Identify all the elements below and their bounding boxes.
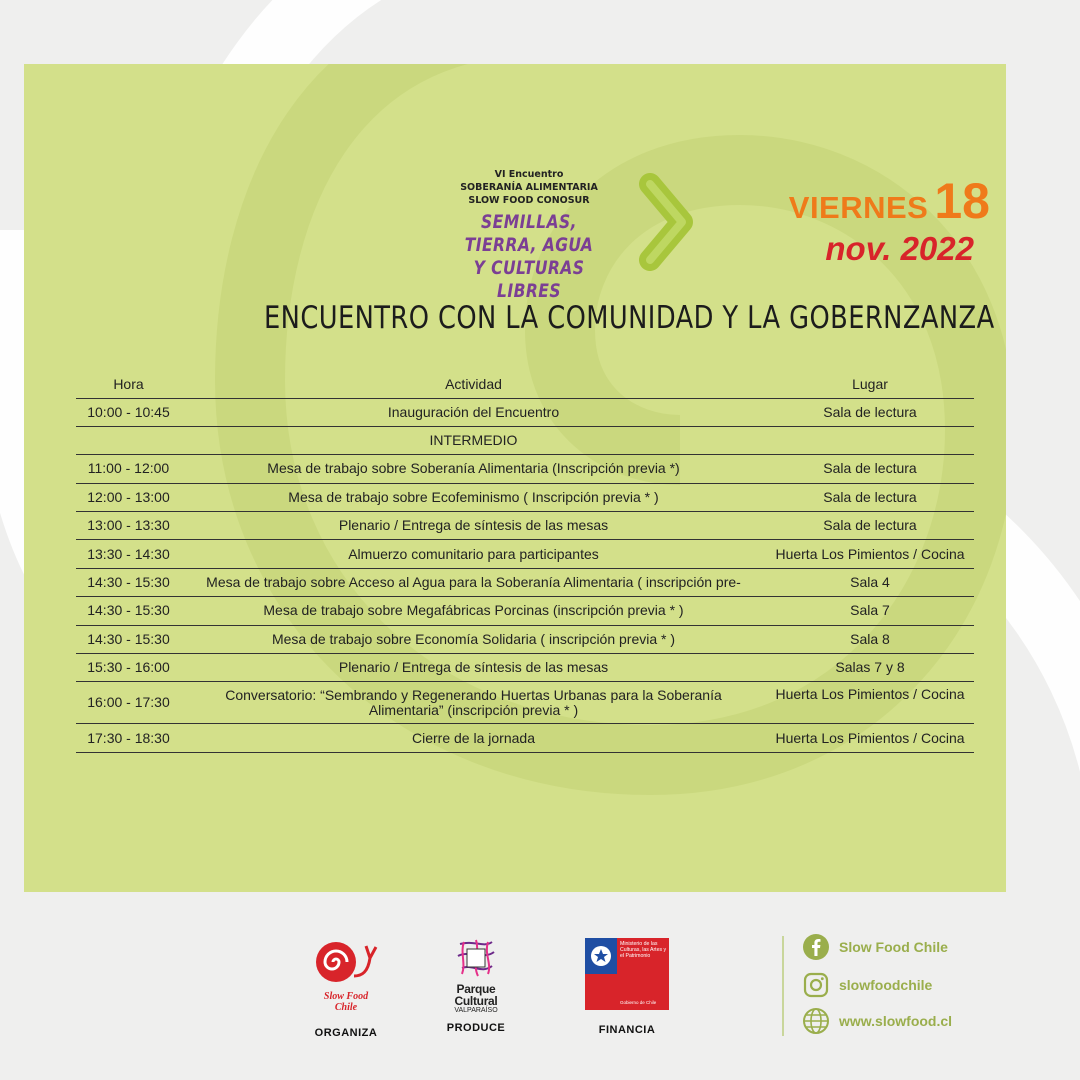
facebook-icon: [802, 933, 830, 961]
row-activity: Conversatorio: “Sembrando y Regenerando Huertas Urbanas para la Soberanía Alimentaria” (inscripción previa * ): [181, 682, 766, 724]
slow-food-logo-country: Chile: [334, 1002, 358, 1013]
table-row: [76, 625, 974, 653]
gobierno-logo-text: Gobierno de Chile: [620, 1000, 657, 1005]
table-row: [76, 483, 974, 511]
slow-food-logo-text: Slow Food: [323, 991, 369, 1002]
header-activity: Actividad: [181, 374, 766, 398]
instagram-link[interactable]: [802, 970, 932, 1000]
parque-cultural-scribble-icon: [454, 938, 498, 978]
globe-icon: [802, 1007, 830, 1035]
row-place: Salas 7 y 8: [766, 654, 974, 682]
role-financia: FINANCIA: [598, 1024, 656, 1036]
row-activity: Mesa de trabajo sobre Economía Solidaria ( inscripción previa * ): [181, 625, 766, 653]
schedule-table: [76, 374, 974, 753]
table-row: [76, 724, 974, 752]
sponsor-parque-cultural: [438, 938, 514, 1034]
row-time: [76, 426, 181, 454]
table-row: [76, 398, 974, 426]
table-row: [76, 568, 974, 596]
event-edition: VI Encuentro: [494, 169, 564, 180]
instagram-handle: slowfoodchile: [839, 977, 933, 993]
event-name-line1: SOBERANÍA ALIMENTARIA: [460, 182, 598, 193]
row-activity: Mesa de trabajo sobre Soberanía Alimentaria (Inscripción previa *): [181, 455, 766, 483]
row-place: Sala de lectura: [766, 483, 974, 511]
row-time: 14:30 - 15:30: [76, 568, 181, 596]
instagram-icon: [802, 971, 830, 999]
parque-logo-text-1: Parque: [456, 982, 496, 996]
row-activity: Plenario / Entrega de síntesis de las mesas: [181, 654, 766, 682]
sponsor-slow-food: [304, 938, 388, 1039]
footer-divider: [782, 936, 784, 1036]
website-url: www.slowfood.cl: [839, 1013, 953, 1029]
sponsor-ministerio: [580, 938, 674, 1036]
row-place: [766, 426, 974, 454]
row-activity: Cierre de la jornada: [181, 724, 766, 752]
date-month-year: nov. 2022: [825, 230, 974, 267]
row-activity: Plenario / Entrega de síntesis de las mesas: [181, 512, 766, 540]
row-activity: Mesa de trabajo sobre Megafábricas Porcinas (inscripción previa * ): [181, 597, 766, 625]
schedule-panel: [24, 64, 1006, 892]
ministerio-logo-text: Ministerio de las Culturas, las Artes y el Patrimonio: [620, 941, 667, 959]
row-time: 13:30 - 14:30: [76, 540, 181, 568]
row-place: Sala 8: [766, 625, 974, 653]
row-time: 12:00 - 13:00: [76, 483, 181, 511]
parque-logo-text-2: Cultural: [454, 994, 498, 1008]
row-time: 17:30 - 18:30: [76, 724, 181, 752]
date-day: [760, 172, 990, 230]
row-place: Sala de lectura: [766, 512, 974, 540]
slow-food-snail-icon: [310, 938, 382, 986]
table-row: [76, 426, 974, 454]
row-time: 13:00 - 13:30: [76, 512, 181, 540]
table-row: [76, 512, 974, 540]
chile-coat-of-arms-icon: [589, 944, 613, 968]
row-place: Sala de lectura: [766, 455, 974, 483]
row-time: 11:00 - 12:00: [76, 455, 181, 483]
event-logo: [424, 168, 634, 303]
event-name-line2: SLOW FOOD CONOSUR: [468, 195, 590, 206]
row-activity: Almuerzo comunitario para participantes: [181, 540, 766, 568]
row-time: 10:00 - 10:45: [76, 398, 181, 426]
parque-logo-text-3: VALPARAÍSO: [454, 1007, 498, 1014]
row-place: Huerta Los Pimientos / Cocina: [766, 724, 974, 752]
row-place: Huerta Los Pimientos / Cocina: [766, 682, 974, 724]
page-title: ENCUENTRO CON LA COMUNIDAD Y LA GOBERNZANZA: [264, 300, 995, 336]
table-row: [76, 455, 974, 483]
row-activity: Mesa de trabajo sobre Acceso al Agua para la Soberanía Alimentaria ( inscripción pre-: [181, 568, 766, 596]
tagline-line1: SEMILLAS, TIERRA, AGUA: [464, 211, 594, 256]
day-number: 18: [934, 173, 990, 229]
table-row: [76, 682, 974, 724]
header-place: Lugar: [766, 374, 974, 398]
chevron-right-icon: [636, 172, 696, 272]
facebook-handle: Slow Food Chile: [839, 939, 948, 955]
tagline-line2: Y CULTURAS LIBRES: [473, 257, 585, 302]
row-time: 14:30 - 15:30: [76, 625, 181, 653]
table-header-row: [76, 374, 974, 398]
row-time: 14:30 - 15:30: [76, 597, 181, 625]
facebook-link[interactable]: [802, 932, 948, 962]
role-organiza: ORGANIZA: [314, 1027, 378, 1039]
row-activity: INTERMEDIO: [181, 426, 766, 454]
row-place: Sala de lectura: [766, 398, 974, 426]
table-row: [76, 654, 974, 682]
table-row: [76, 597, 974, 625]
row-activity: Inauguración del Encuentro: [181, 398, 766, 426]
website-link[interactable]: [802, 1006, 952, 1036]
table-row: [76, 540, 974, 568]
row-place: Huerta Los Pimientos / Cocina: [766, 540, 974, 568]
role-produce: PRODUCE: [446, 1022, 506, 1034]
row-place: Sala 4: [766, 568, 974, 596]
row-place: Sala 7: [766, 597, 974, 625]
row-time: 15:30 - 16:00: [76, 654, 181, 682]
row-activity: Mesa de trabajo sobre Ecofeminismo ( Inscripción previa * ): [181, 483, 766, 511]
row-time: 16:00 - 17:30: [76, 682, 181, 724]
day-word: VIERNES: [788, 190, 929, 225]
header-time: Hora: [76, 374, 181, 398]
